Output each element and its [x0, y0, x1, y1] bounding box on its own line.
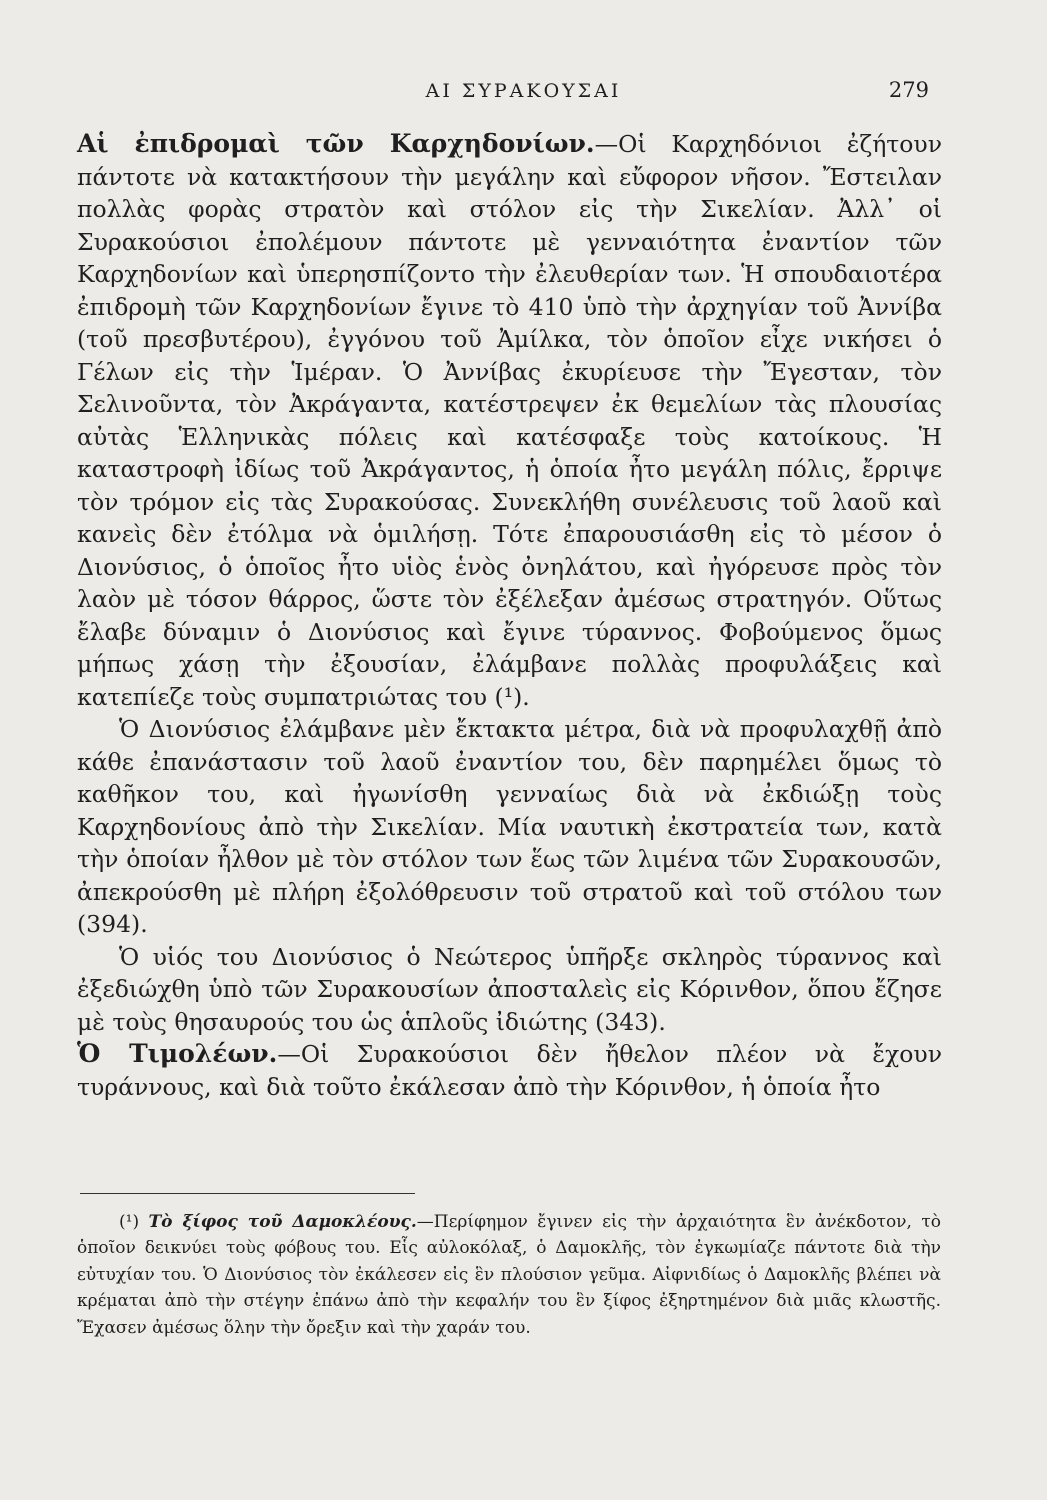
footnote-marker: (¹) [119, 1212, 140, 1232]
paragraph-text: —Οἱ Καρχηδόνιοι ἐζήτουν πάντοτε νὰ κατακτήσουν τὴν μεγάλην καὶ εὔφορον νῆσον. Ἔστειλαν πολλὰς φορὰς στρατὸν καὶ στόλον εἰς τὴν Σικελίαν. Ἀλλ᾿ οἱ Συρακούσιοι ἐπολέμουν πάντοτε μὲ γενναιότητα ἐναντίον τῶν Καρχηδονίων καὶ ὑπερησπίζοντο τὴν ἐλευθερίαν των. Ἡ σπουδαιοτέρα ἐπιδρομὴ τῶν Καρχηδονίων ἔγινε τὸ 410 ὑπὸ τὴν ἀρχηγίαν τοῦ Ἀννίβα (τοῦ πρεσβυτέρου), ἐγγόνου τοῦ Ἀμίλκα, τὸν ὁποῖον εἶχε νικήσει ὁ Γέλων εἰς τὴν Ἱμέραν. Ὁ Ἀννίβας ἐκυρίευσε τὴν Ἔγεσταν, τὸν Σελινοῦντα, τὸν Ἀκράγαντα, κατέστρεψεν ἐκ θεμελίων τὰς πλουσίας αὐτὰς Ἑλληνικὰς πόλεις καὶ κατέσφαξε τοὺς κατοίκους. Ἡ καταστροφὴ ἰδίως τοῦ Ἀκράγαντος, ἡ ὁποία ἦτο μεγάλη πόλις, ἔρριψε τὸν τρόμον εἰς τὰς Συρακούσας. Συνεκλήθη συνέλευσις τοῦ λαοῦ καὶ κανεὶς δὲν ἐτόλμα νὰ ὁμιλήσῃ. Τότε ἐπαρουσιάσθη εἰς τὸ μέσον ὁ Διονύσιος, ὁ ὁποῖος ἦτο υἱὸς ἑνὸς ὀνηλάτου, καὶ ἠγόρευσε πρὸς τὸν λαὸν μὲ τόσον θάρρος, ὥστε τὸν ἐξέλεξαν ἀμέσως στρατηγόν. Οὕτως ἔλαβε δύναμιν ὁ Διονύσιος καὶ ἔγινε τύραννος. Φοβούμενος ὅμως μήπως χάσῃ τὴν ἐξουσίαν, ἐλάμβανε πολλὰς προφυλάξεις καὶ κατεπίεζε τοὺς συμπατριώτας του (¹). [77, 130, 942, 711]
body-text [77, 128, 942, 1103]
paragraph-dionysius-measures: Ὁ Διονύσιος ἐλάμβανε μὲν ἔκτακτα μέτρα, διὰ νὰ προφυλαχθῇ ἀπὸ κάθε ἐπανάστασιν τοῦ λαοῦ ἐναντίον του, δὲν παρημέλει ὅμως τὸ καθῆκον του, καὶ ἠγωνίσθη γενναίως διὰ νὰ ἐκδιώξῃ τοὺς Καρχηδονίους ἀπὸ τὴν Σικελίαν. Μία ναυτικὴ ἐκστρατεία των, κατὰ τὴν ὁποίαν ἦλθον μὲ τὸν στόλον των ἕως τῶν λιμένα τῶν Συρακουσῶν, ἀπεκρούσθη μὲ πλήρη ἐξολόθρευσιν τοῦ στρατοῦ καὶ τοῦ στόλου των (394). [77, 715, 942, 938]
footnotes [77, 1209, 941, 1341]
paragraph-timoleon [77, 1038, 942, 1103]
paragraph-text: —Οἱ Συρακούσιοι δὲν ἤθελον πλέον νὰ ἔχουν τυράννους, καὶ διὰ τοῦτο ἐκάλεσαν ἀπὸ τὴν Κόρινθον, ἡ ὁποία ἦτο [77, 1040, 942, 1101]
running-title: ΑΙ ΣΥΡΑΚΟΥΣΑΙ [425, 80, 622, 102]
running-head [0, 80, 1047, 110]
footnote-title: Τὸ ξίφος τοῦ Δαμοκλέους. [148, 1212, 417, 1232]
paragraph-carthaginian-raids [77, 128, 942, 713]
footnote-divider [80, 1193, 415, 1194]
footnote [77, 1209, 941, 1341]
section-heading-carthaginian-raids: Αἱ ἐπιδρομαὶ τῶν Καρχηδονίων. [77, 129, 595, 158]
footnote-text: —Περίφημον ἔγινεν εἰς τὴν ἀρχαιότητα ἓν ἀνέκδοτον, τὸ ὁποῖον δεικνύει τοὺς φόβους του. Εἷς αὐλοκόλαξ, ὁ Δαμοκλῆς, τὸν ἐγκωμίαζε πάντοτε διὰ τὴν εὐτυχίαν του. Ὁ Διονύσιος τὸν ἐκάλεσεν εἰς ἓν πλούσιον γεῦμα. Αἰφνιδίως ὁ Δαμοκλῆς βλέπει νὰ κρέμαται ἀπὸ τὴν στέγην ἐπάνω ἀπὸ τὴν κεφαλήν του ἓν ξίφος ἐξηρτημένον διὰ μιᾶς κλωστῆς. Ἔχασεν ἀμέσως ὅλην τὴν ὄρεξιν καὶ τὴν χαράν του. [77, 1212, 941, 1338]
section-heading-timoleon: Ὁ Τιμολέων. [77, 1039, 278, 1068]
page-number: 279 [888, 78, 929, 102]
paragraph-dionysius-younger: Ὁ υἱός του Διονύσιος ὁ Νεώτερος ὑπῆρξε σκληρὸς τύραννος καὶ ἐξεδιώχθη ὑπὸ τῶν Συρακουσίων ἀποσταλεὶς εἰς Κόρινθον, ὅπου ἔζησε μὲ τοὺς θησαυρούς του ὡς ἁπλοῦς ἰδιώτης (343). [77, 942, 942, 1036]
